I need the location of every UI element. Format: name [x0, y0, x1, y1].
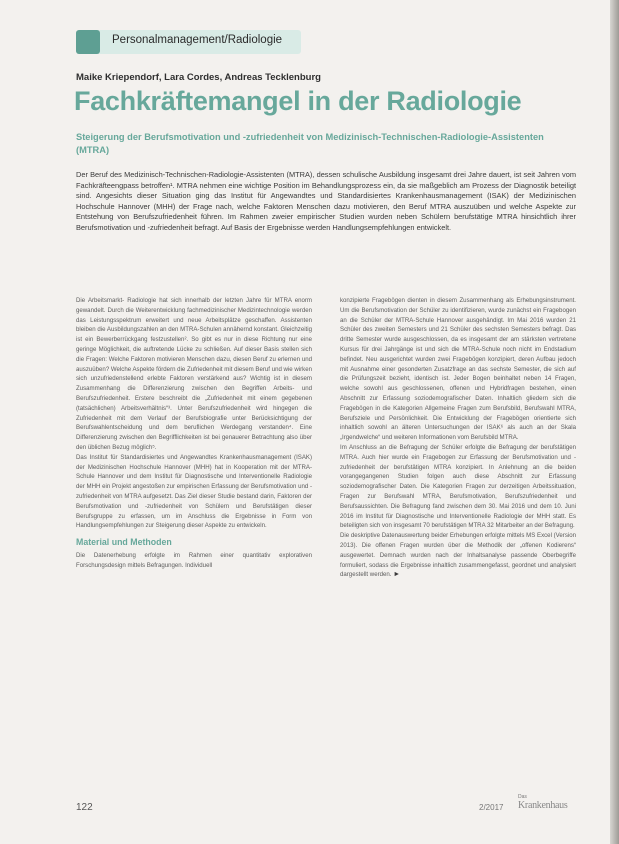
body-paragraph: konzipierte Fragebögen dienten in diesem Zusammenhang als Erhebungsinstrument. Um die Berufsmotivation der Schüler zu identifizieren, wurde zunächst ein Fragebogen an die Schüler der MTRA-Schule Hannover ausgehändigt. Im Mai 2016 wurden 21 Schüler des zweiten Semesters und 21 Schüler des sechsten Semesters befragt. Das dritte Semester wurde ausgeschlossen, da es insgesamt der am stärksten vertretene Kursus für drei Jahrgänge ist und sich die MTRA-Schule noch nicht im Endstadium befindet. Neu ausgerichtet wurden zwei Fragebögen konzipiert, deren Aufbau jedoch mit Ausnahme einer gesonderten Zusatzfrage an das sechste Semester, die sich auf die Prüfungszeit bezieht, identisch ist. Jeder Bogen beinhaltet neben 14 Fragen, welche sowohl aus geschlossenen, offenen und Hybridfragen bestehen, einen Abschnitt zur Erfassung soziodemografischer Daten. Inhaltlich gliedern sich die Fragebögen in die Kategorien Allgemeine Fragen zum Berufsbild, Berufswahl MTRA, Berufsziele und Persönlichkeit. Die Entwicklung der Fragebögen orientierte sich inhaltlich sowohl an älteren Untersuchungen der ISAK⁶ als auch an der Skala „Irgendwelche“ und weiteren Informationen vom Berufsbild MTRA. [340, 297, 576, 442]
page-gutter-shadow [610, 0, 619, 844]
issue-number: 2/2017 [479, 803, 504, 812]
article-lead [76, 170, 576, 234]
article-title: Fachkräftemangel in der Radiologie [74, 86, 522, 116]
continue-arrow-icon: ► [393, 571, 401, 579]
body-paragraph: Im Anschluss an die Befragung der Schüler erfolgte die Befragung der berufstätigen MTRA. Auch hier wurde ein Fragebogen zur Erfassung der Berufsmotivation und -zufriedenheit der berufstätigen MTRA konzipiert. In Anlehnung an die beiden vorangegangenen Studien folgen auch diese Abschnitt zur Erfassung soziodemografischer Daten. Die Kategorien Fragen zur derzeitigen Arbeitssituation, Fragen zur Berufswahl MTRA, Berufsmotivation, Berufszufriedenheit und Berufsaussichten. Die Befragung fand zwischen dem 30. Mai 2016 und dem 10. Juni 2016 im Institut für Diagnostische und Interventionelle Radiologie der MHH statt. Es beteiligten sich von insgesamt 70 berufstätigen MTRA 32 Mitarbeiter an der Befragung. [340, 443, 576, 530]
page-number: 122 [76, 802, 93, 813]
left-column [76, 296, 312, 571]
right-column [340, 296, 576, 580]
section-banner [76, 30, 301, 54]
body-paragraph: Die Arbeitsmarkt- Radiologie hat sich innerhalb der letzten Jahre für MTRA enorm gewandelt. Durch die Weiterentwicklung fachmedizinischer Medizintechnologie werden das Leistungsspektrum erweitert und neue Arbeitsplätze geschaffen. Assistenten bleiben die Ausbildungszahlen an den MTRA-Schulen annähernd konstant. Gleichzeitig ist ein Bewerberrückgang festzustellen². So gibt es nur in diese Richtung nur eine geringe Möglichkeit, die auftretende Lücke zu schließen. Auf dieser Basis stellen sich die Fragen: Welche Faktoren motivieren Menschen dazu, diesen Beruf zu erlernen und auszuüben? Welche Aspekte fördern die Zufriedenheit mit diesem Beruf und wie wirken sich unzufriedenstellend erlebte Faktoren verstärkend aus? Wichtig ist in diesem Zusammenhang die Differenzierung zwischen den Begriffen Arbeits- und Berufszufriedenheit. Erstere beschreibt die „Zufriedenheit mit einem gegebenen (tatsächlichen) Arbeitsverhältnis“³. Unter Berufszufriedenheit wird hingegen die Zufriedenheit mit dem Verlauf der Berufsbiografie unter Berücksichtigung der Berufswahlentscheidung und dem beruflichen Werdegang verstanden⁴. Eine Differenzierung zwischen den Begrifflichkeiten ist bei genauerer Betrachtung also über den üblichen Bezug möglich⁵. [76, 297, 312, 451]
body-paragraph: Das Institut für Standardisiertes und Angewandtes Krankenhausmanagement (ISAK) der Medizinischen Hochschule Hannover (MHH) hat in Kooperation mit der MTRA-Schule Hannover und dem Institut für Diagnostische und Interventionelle Radiologie der MHH ein Projekt angestoßen zur empirischen Erfassung der Berufsmotivation und -zufriedenheit von MTRA aufgesetzt. Das Ziel dieser Studie bestand darin, Faktoren der Berufsmotivation und -zufriedenheit von Schülern und Berufstätigen dieser Berufsgruppe zu erfassen, um im Anschluss die Ergebnisse in Form von Handlungsempfehlungen zur Steigerung dieser Aspekte zu entwickeln. [76, 453, 312, 530]
section-heading: Material und Methoden [76, 537, 172, 548]
section-label: Personalmanagement/Radiologie [112, 34, 283, 46]
lead-paragraph: Der Beruf des Medizinisch-Technischen-Radiologie-Assistenten (MTRA), dessen schulische Ausbildung insgesamt drei Jahre dauert, ist seit Jahren vom Fachkräfteengpass betroffen¹. MTRA nehmen eine wichtige Position im Behandlungsprozess ein, da sie maßgeblich am Prozess der Diagnostik beteiligt sind. Angesichts dieser Situation ging das Institut für Angewandtes und Standardisiertes Krankenhausmanagement (ISAK) der Medizinischen Hochschule Hannover (MHH) der Frage nach, welche Faktoren Menschen dazu motivieren, den Beruf MTRA auszuüben und welche Aspekte zur Entstehung von Berufszufriedenheit führen. Im Rahmen zweier empirischer Studien wurden neben Schülern berufstätige MTRA hinsichtlich ihrer Berufsmotivation und -zufriedenheit befragt. Auf Basis der Ergebnisse werden Handlungsempfehlungen entwickelt. [76, 170, 576, 232]
article-subtitle: Steigerung der Berufsmotivation und -zufriedenheit von Medizinisch-Technischen-Radiologie-Assistenten (MTRA) [76, 132, 544, 155]
article-authors: Maike Kriependorf, Lara Cordes, Andreas Tecklenburg [76, 72, 321, 83]
journal-logo [518, 794, 584, 816]
body-paragraph: Die Datenerhebung erfolgte im Rahmen einer quantitativ explorativen Forschungsdesign mittels Befragungen. Individuell [76, 551, 312, 569]
logo-main-text: Krankenhaus [518, 800, 568, 811]
logo-small-text: Das [518, 794, 527, 800]
body-paragraph [340, 531, 576, 580]
body-text: Die deskriptive Datenauswertung beider Erhebungen erfolgte mittels MS Excel (Version 2013). Die offenen Fragen wurden über die Methodik der „offenen Kodierens“ ausgewertet. Demnach wurden nach der Inhaltsanalyse passende Oberbegriffe formuliert, sodass die Ergebnisse inhaltlich zusammengefasst, geordnet und analysiert dargestellt werden. [340, 532, 576, 579]
section-marker [76, 30, 100, 54]
